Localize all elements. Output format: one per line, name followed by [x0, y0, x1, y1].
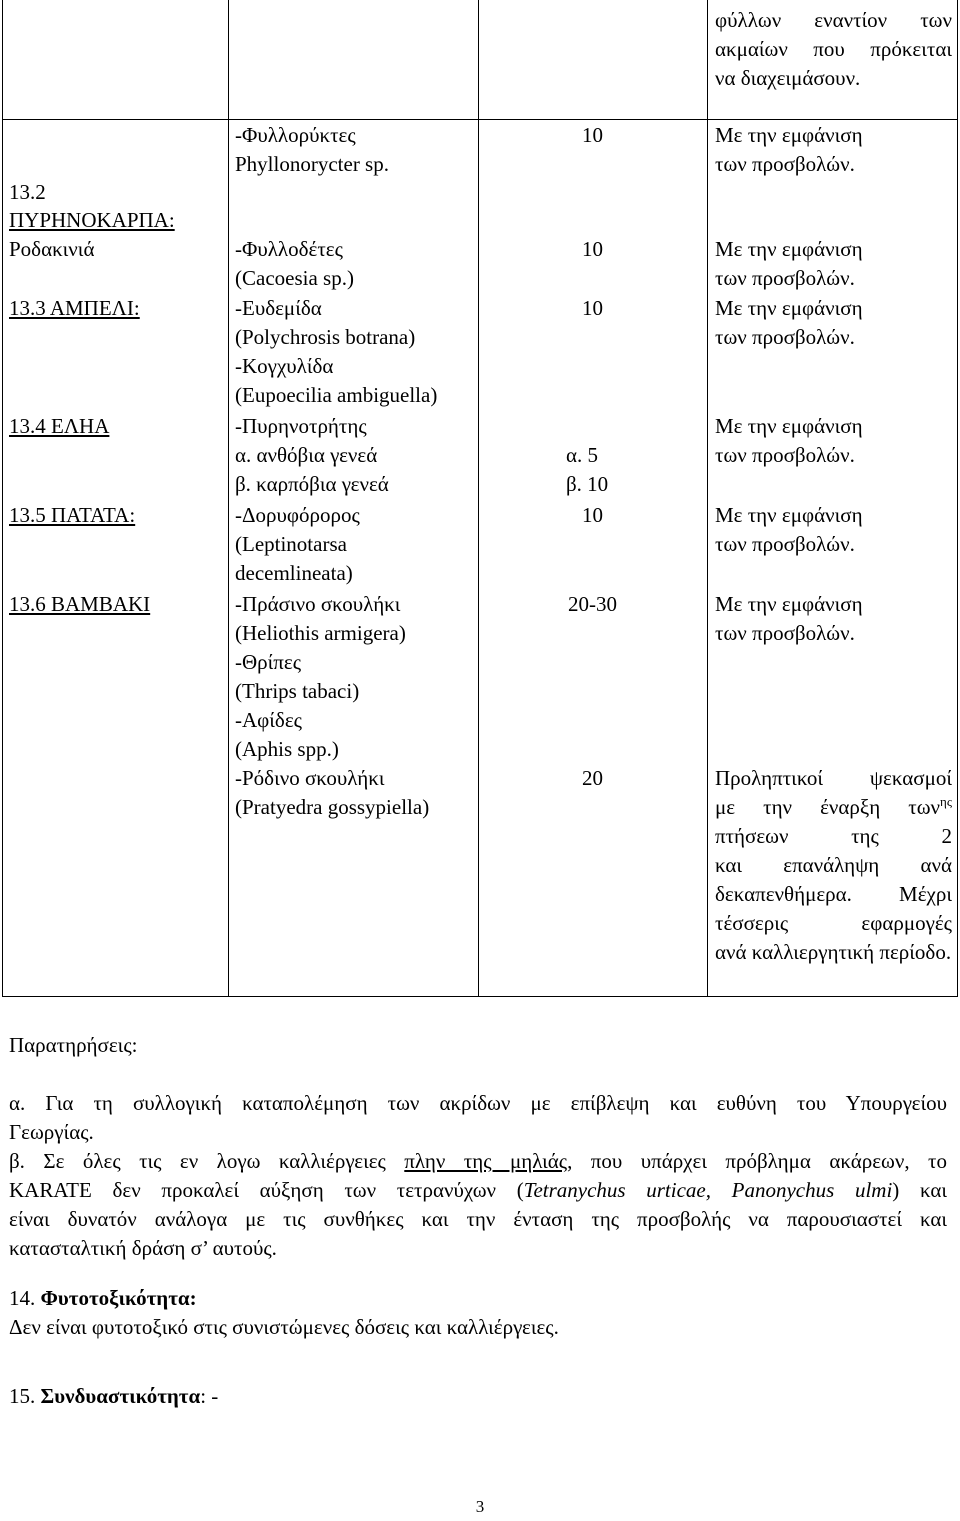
crop-13-2-group: ΠΥΡΗΝΟΚΑΡΠΑ:	[9, 208, 175, 232]
remark-cell-long: Προληπτικοί ψεκασμοί με την έναρξη των$^{\eta\varsigma}$ πτήσεων της 2 και επανάληψη ανά δεκαπενθήμερα. Μέχρι τέσσερις εφαρμογές ανά καλλιεργητική περίοδο.	[715, 766, 952, 964]
crop-13-6: 13.6 ΒΑΜΒΑΚΙ	[9, 592, 151, 616]
crop-13-3: 13.3 ΑΜΠΕΛΙ:	[9, 296, 140, 320]
interval-cell: 10	[582, 123, 603, 147]
note-beta: β. Σε όλες τις εν λογω καλλιέργειες πλην της μηλιάς, που υπάρχει πρόβλημα ακάρεων, το KARATE δεν προκαλεί αύξηση των τετρανύχων (Tetranychus urticae, Panonychus ulmi) και είναι δυνατόν ανάλογα με τις συνθήκες και την ένταση της προσβολής να παρουσιαστεί και κατασταλτική δράση σ’ αυτούς.	[9, 1149, 948, 1260]
table-border-right	[957, 0, 958, 997]
pest-cell: -Δορυφόρορος (Leptinotarsa decemlineata)	[235, 503, 360, 585]
crop-13-4: 13.4 ΕΛΗΑ	[9, 414, 110, 438]
page-number: 3	[475, 1497, 485, 1516]
remark-cell: Με την εμφάνιση των προσβολών.	[715, 123, 863, 176]
crop-13-2-number: 13.2	[9, 180, 46, 204]
table-border-col1	[228, 0, 229, 997]
interval-cell: 20-30	[568, 592, 617, 616]
interval-cell: 10	[582, 296, 603, 320]
remark-cell: Με την εμφάνιση των προσβολών.	[715, 414, 863, 467]
table-border-col3	[707, 0, 708, 997]
interval-cell: α. 5 β. 10	[566, 443, 609, 496]
pest-cell: -Φυλλοδέτες (Cacoesia sp.)	[235, 237, 354, 290]
remark-cell: Με την εμφάνιση των προσβολών.	[715, 237, 863, 290]
remark-cell: Με την εμφάνιση των προσβολών.	[715, 503, 863, 556]
table-border-row1	[2, 119, 958, 120]
pest-cell: -Πυρηνοτρήτης α. ανθόβια γενεά β. καρπόβια γενεά	[235, 414, 389, 496]
table-cell-remarks-cont: φύλλων εναντίον των ακμαίων που πρόκειται να διαχειμάσουν.	[715, 8, 952, 90]
remark-cell: Με την εμφάνιση των προσβολών.	[715, 296, 863, 349]
remarks-heading: Παρατηρήσεις:	[9, 1033, 138, 1057]
pest-cell: -Φυλλορύκτες Phyllonorycter sp.	[235, 123, 389, 176]
crop-13-5: 13.5 ΠΑΤΑΤΑ:	[9, 503, 136, 527]
interval-cell: 20	[582, 766, 603, 790]
interval-cell: 10	[582, 503, 603, 527]
table-border-left	[2, 0, 3, 997]
pest-cell: -Ευδεμίδα (Polychrosis botrana) -Κογχυλίδα (Eupoecilia ambiguella)	[235, 296, 438, 407]
section-14: 14. Φυτοτοξικότητα: Δεν είναι φυτοτοξικό στις συνιστώμενες δόσεις και καλλιέργειες.	[9, 1286, 559, 1339]
crop-13-2-name: Ροδακινιά	[9, 237, 95, 261]
pest-cell: -Πράσινο σκουλήκι (Heliothis armigera) -Θρίπες (Thrips tabaci) -Αφίδες (Aphis spp.) -Ρόδινο σκουλήκι (Pratyedra gossypiella)	[235, 592, 430, 819]
note-alpha: α. Για τη συλλογική καταπολέμηση των ακρίδων με επίβλεψη και ευθύνη του Υπουργείου Γεωργίας.	[9, 1091, 947, 1144]
remark-cell: Με την εμφάνιση των προσβολών.	[715, 592, 863, 645]
interval-cell: 10	[582, 237, 603, 261]
section-15: 15. Συνδυαστικότητα: -	[9, 1384, 219, 1408]
table-border-bottom	[2, 996, 958, 997]
